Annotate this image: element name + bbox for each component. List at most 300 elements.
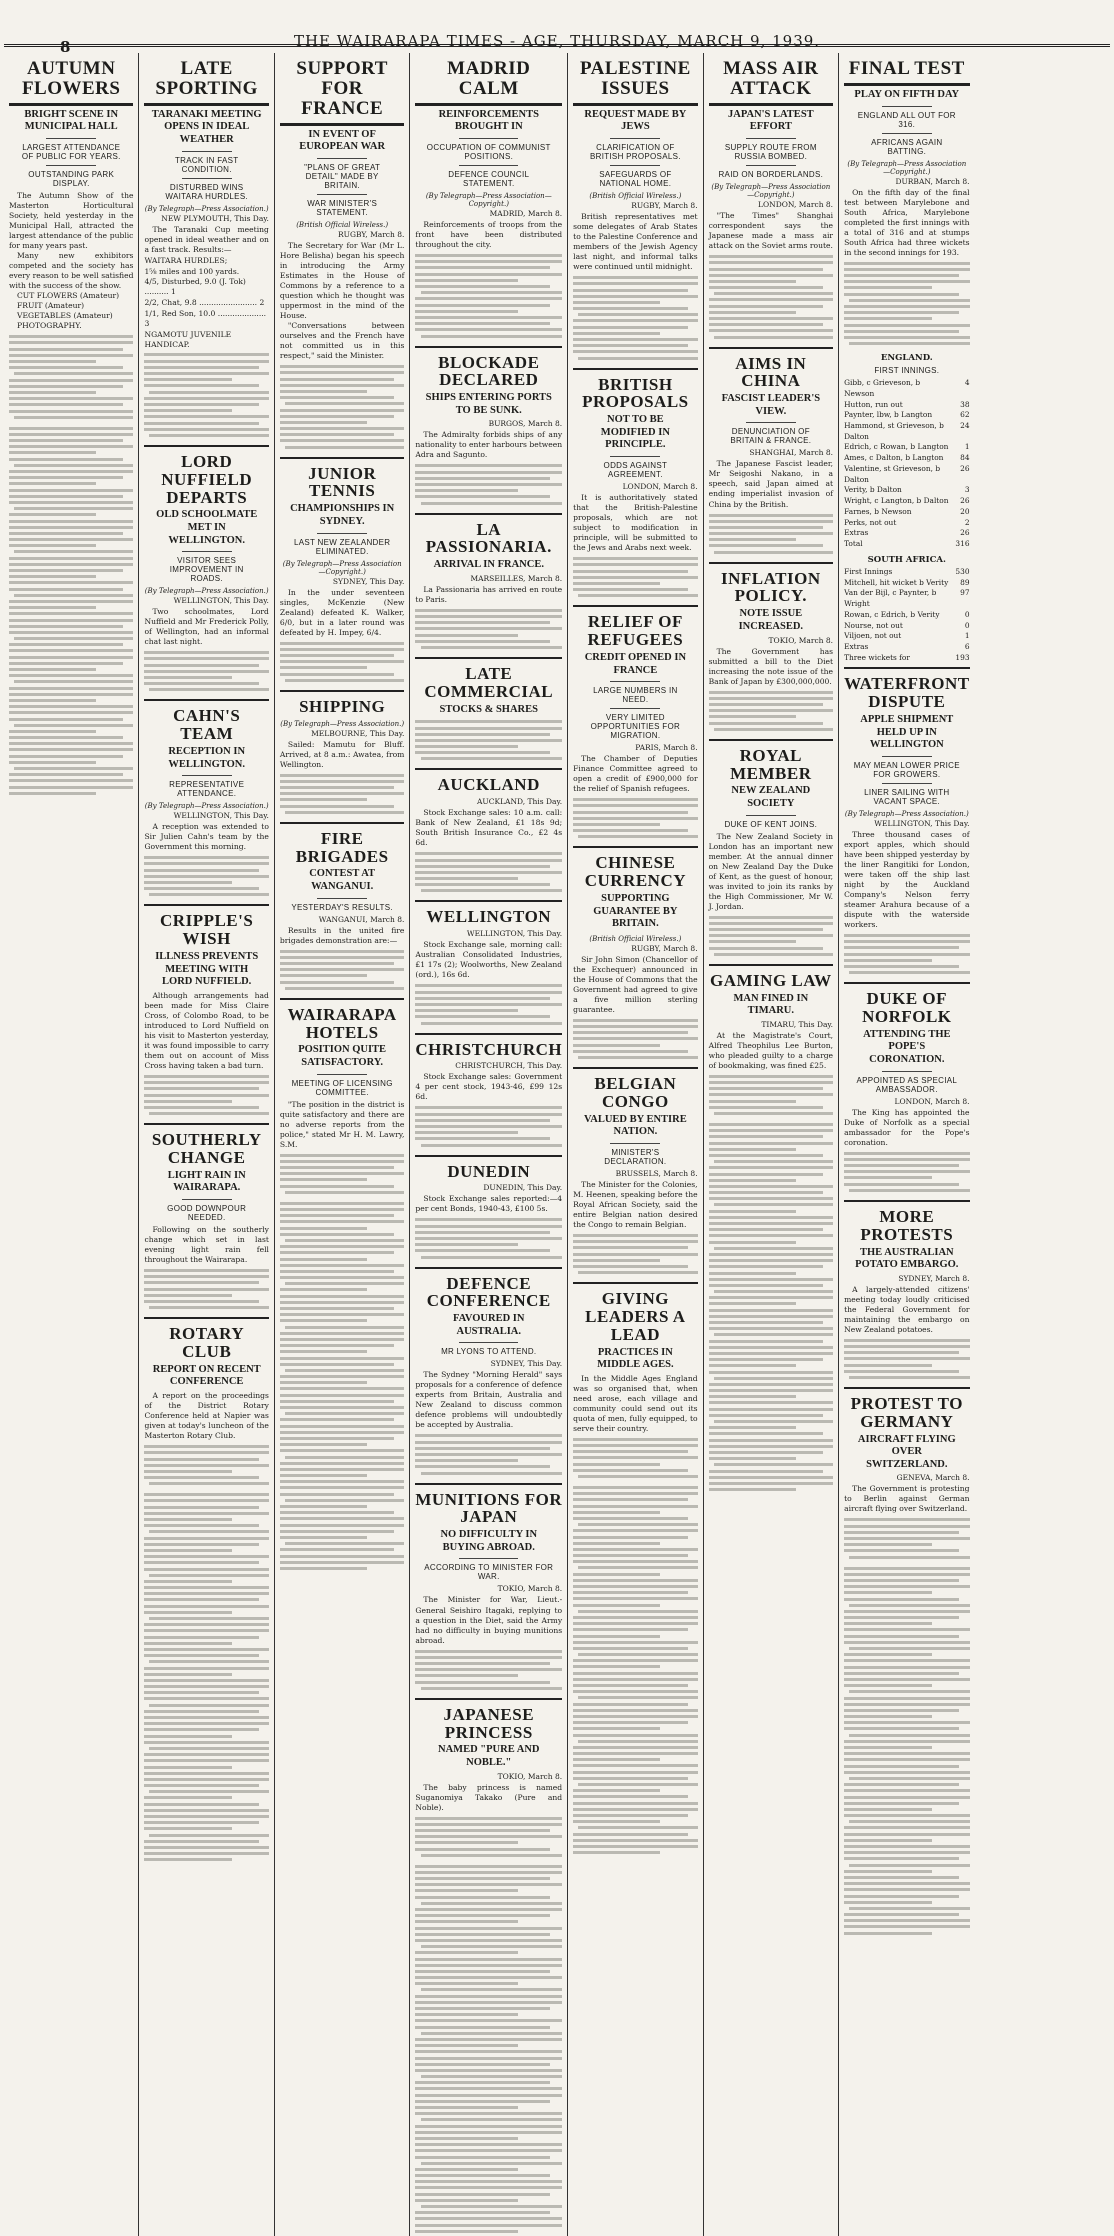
runs: 84 xyxy=(960,453,970,463)
text-line xyxy=(415,852,562,855)
text-line xyxy=(573,1647,687,1650)
text-line xyxy=(849,1376,969,1379)
story-byline: (By Telegraph—Press Association—Copyright.) xyxy=(711,183,831,200)
batsman: Total xyxy=(844,539,863,549)
story-paragraph: The Taranaki Cup meeting opened in ideal weather and on a fast track. Results:— xyxy=(144,224,269,254)
text-line xyxy=(421,1687,562,1690)
text-line xyxy=(844,1919,969,1922)
story-subheading: LIGHT RAIN IN WAIRARAPA. xyxy=(167,1169,246,1194)
text-line xyxy=(280,1375,404,1378)
body-text-lines xyxy=(709,514,833,554)
text-line xyxy=(280,1400,395,1403)
score-row xyxy=(844,653,969,664)
news-story xyxy=(709,562,833,731)
text-line xyxy=(573,1814,687,1817)
text-line xyxy=(573,1450,687,1453)
text-line xyxy=(844,1672,959,1675)
story-subheading: LARGEST ATTENDANCE OF PUBLIC FOR YEARS. xyxy=(21,143,121,162)
story-dateline: RUGBY, March 8. xyxy=(631,201,698,211)
story-paragraph: The baby princess is named Suganomiya Takako (Pure and Noble). xyxy=(415,1782,563,1812)
text-line xyxy=(280,1251,395,1254)
story-headline: LATE COMMERCIAL xyxy=(424,664,554,701)
story-divider xyxy=(415,657,562,659)
text-line xyxy=(709,1451,824,1454)
text-line xyxy=(280,1288,367,1291)
story-headline: FIRE BRIGADES xyxy=(295,828,389,866)
story-headline: SHIPPING xyxy=(299,696,386,716)
text-line xyxy=(573,1795,687,1798)
score-row xyxy=(844,485,969,496)
text-line xyxy=(415,640,550,643)
text-line xyxy=(14,680,133,683)
text-line xyxy=(709,1315,833,1318)
text-line xyxy=(573,1444,697,1447)
text-line xyxy=(415,615,562,618)
story-headline: CHINESE CURRENCY xyxy=(584,853,686,891)
text-line xyxy=(415,1447,550,1450)
text-line xyxy=(709,329,833,332)
text-line xyxy=(578,594,697,597)
text-line xyxy=(421,1022,562,1025)
race-result: WAITARA HURDLES; xyxy=(144,255,228,265)
body-text-lines xyxy=(573,557,697,597)
text-line xyxy=(415,1681,550,1684)
story-divider xyxy=(573,605,697,607)
text-line xyxy=(709,1470,824,1473)
text-line xyxy=(421,2118,562,2121)
text-line xyxy=(573,1031,687,1034)
text-line xyxy=(149,688,268,691)
text-line xyxy=(144,1673,231,1676)
text-line xyxy=(709,1093,833,1096)
batsman: Van der Bijl, c Paynter, b Wright xyxy=(844,588,937,609)
text-line xyxy=(9,341,133,344)
text-line xyxy=(144,1275,268,1278)
text-line xyxy=(280,1530,395,1533)
text-line xyxy=(573,1758,660,1761)
text-line xyxy=(709,1302,796,1305)
text-line xyxy=(144,664,259,667)
text-line xyxy=(573,1678,697,1681)
text-line xyxy=(415,279,518,282)
batsman: Verity, b Dalton xyxy=(844,485,902,495)
text-line xyxy=(280,371,404,374)
text-line xyxy=(709,1216,833,1219)
text-line xyxy=(9,761,96,764)
story-paragraph: Sir John Simon (Chancellor of the Exchequer) announced in the House of Commons that the Government had agreed to give a five million sterling guarantee. xyxy=(573,954,698,1014)
column-5 xyxy=(568,53,703,2236)
text-line xyxy=(573,576,697,579)
score-row xyxy=(844,621,969,632)
text-line xyxy=(415,1939,562,1942)
story-subheading: ACCORDING TO MINISTER FOR WAR. xyxy=(424,1563,554,1582)
story-headline: DUKE OF NORFOLK xyxy=(862,989,952,1027)
deck-divider xyxy=(317,194,367,195)
story-subheading: VALUED BY ENTIRE NATION. xyxy=(584,1113,687,1138)
story-divider xyxy=(573,368,697,370)
text-line xyxy=(709,1309,833,1312)
text-line xyxy=(144,1691,259,1694)
text-line xyxy=(415,1823,562,1826)
text-line xyxy=(709,532,833,535)
text-line xyxy=(14,416,133,419)
deck-divider xyxy=(46,138,96,139)
text-line xyxy=(9,718,123,721)
story-subheading: NAMED "PURE AND NOBLE." xyxy=(438,1744,540,1768)
deck-divider xyxy=(882,783,932,784)
text-line xyxy=(415,2094,562,2097)
story-paragraph: A report on the proceedings of the District Rotary Conference held at Napier was given at today's luncheon of the Masterton Rotary Club. xyxy=(144,1391,269,1441)
text-line xyxy=(280,1313,404,1316)
news-story xyxy=(144,1123,268,1309)
text-line xyxy=(280,1474,367,1477)
story-dateline: CHRISTCHURCH, This Day. xyxy=(455,1061,563,1071)
text-line xyxy=(280,1449,404,1452)
text-line xyxy=(573,1690,697,1693)
story-dateline: DURBAN, March 8. xyxy=(895,176,970,186)
text-line xyxy=(144,409,231,412)
text-line xyxy=(285,1191,404,1194)
text-line xyxy=(9,451,96,454)
text-line xyxy=(844,1345,969,1348)
text-line xyxy=(709,1123,833,1126)
text-line xyxy=(714,336,833,339)
text-line xyxy=(9,526,133,529)
text-line xyxy=(280,642,404,645)
text-line xyxy=(9,625,123,628)
text-line xyxy=(415,865,550,868)
text-line xyxy=(280,1160,404,1163)
story-headline: MORE PROTESTS xyxy=(860,1206,954,1244)
text-line xyxy=(280,1363,395,1366)
story-dateline: LONDON, March 8. xyxy=(622,482,698,492)
text-line xyxy=(844,1158,969,1161)
story-headline: BELGIAN CONGO xyxy=(594,1074,677,1111)
news-story xyxy=(415,768,562,892)
text-line xyxy=(573,1628,687,1631)
text-line xyxy=(415,1662,550,1665)
text-line xyxy=(415,2019,562,2022)
text-line xyxy=(415,1125,562,1128)
runs: 0 xyxy=(964,620,970,630)
text-line xyxy=(844,1573,969,1576)
runs: 24 xyxy=(960,421,970,431)
text-line xyxy=(844,965,959,968)
story-subheading: DISTURBED WINS WAITARA HURDLES. xyxy=(165,182,248,201)
text-line xyxy=(415,471,562,474)
story-subheading: LINER SAILING WITH VACANT SPACE. xyxy=(864,787,950,806)
runs: 26 xyxy=(960,496,970,506)
story-subheading: IN EVENT OF EUROPEAN WAR xyxy=(299,128,386,153)
text-line xyxy=(573,1573,660,1576)
text-line xyxy=(844,1684,932,1687)
text-line xyxy=(573,1721,687,1724)
text-line xyxy=(280,1517,404,1520)
news-story xyxy=(573,605,697,838)
text-line xyxy=(421,1902,562,1905)
story-divider xyxy=(415,346,562,348)
text-line xyxy=(280,981,395,984)
text-line xyxy=(844,1913,959,1916)
score-row xyxy=(844,496,969,507)
story-byline: (By Telegraph—Press Association.) xyxy=(280,719,405,728)
text-line xyxy=(9,619,133,622)
text-line xyxy=(285,1326,404,1329)
story-subheading: SUPPORTING GUARANTEE BY BRITAIN. xyxy=(593,893,678,930)
text-line xyxy=(415,489,518,492)
text-line xyxy=(9,786,133,789)
text-line xyxy=(415,1817,562,1820)
body-text-lines xyxy=(280,774,404,814)
story-paragraph: A reception was extended to Sir Julien Cahn's team by the Government this morning. xyxy=(144,822,269,852)
news-story xyxy=(280,822,404,990)
story-subheading: OUTSTANDING PARK DISPLAY. xyxy=(28,170,115,189)
scoreboard-team: ENGLAND. xyxy=(880,353,933,364)
story-divider xyxy=(844,1200,969,1202)
text-line xyxy=(709,1173,824,1176)
text-line xyxy=(14,464,133,467)
text-line xyxy=(144,1642,231,1645)
text-line xyxy=(844,1727,959,1730)
text-line xyxy=(280,974,367,977)
text-line xyxy=(9,588,123,591)
deck-divider xyxy=(317,1074,367,1075)
story-paragraph: "The Times" Shanghai correspondent says the Japanese made a mass air attack on the Soviet arms route. xyxy=(708,211,834,251)
text-line xyxy=(9,501,133,504)
text-line xyxy=(144,856,268,859)
text-line xyxy=(14,550,133,553)
text-line xyxy=(844,1585,969,1588)
story-paragraph: Stock Exchange sales: 10 a.m. call: Bank of New Zealand, £1 18s 9d; South British Insurance Co., £2 4s 6d. xyxy=(415,808,563,848)
text-line xyxy=(14,594,133,597)
text-line xyxy=(149,1530,268,1533)
text-line xyxy=(144,1629,268,1632)
text-line xyxy=(578,1696,697,1699)
text-line xyxy=(280,673,395,676)
text-line xyxy=(709,1253,833,1256)
body-text-lines xyxy=(415,464,562,504)
text-line xyxy=(14,507,133,510)
text-line xyxy=(573,1536,687,1539)
text-line xyxy=(709,1142,833,1145)
runs: 97 xyxy=(960,588,970,598)
batsman: Three wickets for xyxy=(844,652,910,662)
text-line xyxy=(9,495,123,498)
text-line xyxy=(709,526,824,529)
story-paragraph: British representatives met some delegates of Arab States to the Palestine Conference and members of the Jewish Agency last night, and informal talks were continued until midnight. xyxy=(573,212,698,272)
text-line xyxy=(709,1075,833,1078)
story-byline: (By Telegraph—Press Association—Copyright.) xyxy=(282,559,402,576)
text-line xyxy=(573,1019,697,1022)
news-story xyxy=(415,1483,562,1690)
text-line xyxy=(709,1482,833,1485)
text-line xyxy=(709,1426,796,1429)
text-line xyxy=(415,997,550,1000)
text-line xyxy=(573,1684,687,1687)
text-line xyxy=(9,476,123,479)
text-line xyxy=(415,1668,562,1671)
text-line xyxy=(280,1338,404,1341)
text-line xyxy=(421,757,562,760)
batsman: Wright, c Langton, b Dalton xyxy=(844,496,949,506)
text-line xyxy=(573,1579,697,1582)
text-line xyxy=(144,1568,268,1571)
batsman: Paynter, lbw, b Langton xyxy=(844,410,933,420)
text-line xyxy=(415,871,562,874)
body-text-lines xyxy=(709,1123,833,1491)
text-line xyxy=(144,428,268,431)
text-line xyxy=(573,1715,697,1718)
text-line xyxy=(573,1265,687,1268)
text-line xyxy=(144,670,268,673)
text-line xyxy=(844,324,969,327)
story-divider xyxy=(144,904,268,906)
body-text-lines xyxy=(573,276,697,359)
text-line xyxy=(149,1747,268,1750)
text-line xyxy=(709,538,796,541)
news-story xyxy=(415,59,562,338)
text-line xyxy=(709,1166,833,1169)
news-story xyxy=(280,59,404,449)
text-line xyxy=(844,1771,969,1774)
text-line xyxy=(844,1808,932,1811)
text-line xyxy=(415,1970,550,1973)
story-divider xyxy=(144,699,268,701)
text-line xyxy=(415,1009,518,1012)
text-line xyxy=(149,1617,268,1620)
runs: 26 xyxy=(960,463,970,473)
text-line xyxy=(9,693,133,696)
score-row xyxy=(844,588,969,609)
text-line xyxy=(144,875,268,878)
body-text-lines xyxy=(144,1269,268,1309)
batsman: Ames, c Dalton, b Langton xyxy=(844,453,944,463)
text-line xyxy=(573,350,697,353)
deck-divider xyxy=(610,708,660,709)
story-dateline: WELLINGTON, This Day. xyxy=(466,929,563,939)
text-line xyxy=(849,971,969,974)
text-line xyxy=(415,1465,550,1468)
text-line xyxy=(144,887,259,890)
text-line xyxy=(415,609,562,612)
deck-divider xyxy=(459,1342,518,1343)
text-line xyxy=(573,1727,660,1730)
text-line xyxy=(144,1636,259,1639)
news-story xyxy=(280,457,404,682)
story-dateline: MELBOURNE, This Day. xyxy=(311,728,405,738)
runs: 62 xyxy=(960,410,970,420)
news-story xyxy=(415,1033,562,1147)
text-line xyxy=(144,1464,268,1467)
story-headline: CHRISTCHURCH xyxy=(415,1039,563,1059)
text-line xyxy=(9,668,96,671)
story-byline: (By Telegraph—Press Association.) xyxy=(844,809,969,818)
story-headline: LORD NUFFIELD DEPARTS xyxy=(161,451,253,507)
text-line xyxy=(280,439,404,442)
runs: 89 xyxy=(960,577,970,587)
story-headline: SOUTHERLY CHANGE xyxy=(151,1130,262,1167)
text-line xyxy=(280,1233,395,1236)
body-text-lines xyxy=(415,1650,562,1690)
text-line xyxy=(844,1721,969,1724)
text-line xyxy=(149,1660,268,1663)
text-line xyxy=(9,563,133,566)
text-line xyxy=(714,1112,833,1115)
text-line xyxy=(844,1703,969,1706)
text-line xyxy=(709,928,824,931)
text-line xyxy=(844,1758,969,1761)
text-line xyxy=(280,1178,367,1181)
text-line xyxy=(421,1472,562,1475)
text-line xyxy=(144,1445,268,1448)
text-line xyxy=(9,348,123,351)
text-line xyxy=(709,298,833,301)
deck-divider xyxy=(882,756,932,757)
text-line xyxy=(280,774,404,777)
text-line xyxy=(709,514,833,517)
race-result: 1/1, Red Son, 10.0 .................... 3 xyxy=(144,309,267,328)
deck-divider xyxy=(610,1143,660,1144)
score-row xyxy=(844,400,969,411)
runs: 2 xyxy=(964,517,970,527)
text-line xyxy=(9,656,133,659)
text-line xyxy=(144,1512,268,1515)
text-line xyxy=(415,477,550,480)
text-line xyxy=(573,1789,660,1792)
body-text-lines xyxy=(573,1019,697,1059)
text-line xyxy=(709,1364,796,1367)
text-line xyxy=(9,354,133,357)
text-line xyxy=(573,1560,697,1563)
story-subheading: APPOINTED AS SPECIAL AMBASSADOR. xyxy=(856,1075,958,1094)
story-dateline: RUGBY, March 8. xyxy=(337,230,405,239)
score-row xyxy=(844,453,969,464)
text-line xyxy=(573,1438,697,1441)
text-line xyxy=(280,1185,395,1188)
text-line xyxy=(415,2013,518,2016)
text-line xyxy=(709,715,796,718)
story-subheading: AFRICANS AGAIN BATTING. xyxy=(871,137,943,156)
text-line xyxy=(421,502,562,505)
deck-divider xyxy=(459,165,518,166)
text-line xyxy=(573,344,687,347)
text-line xyxy=(280,1381,367,1384)
text-line xyxy=(14,724,133,727)
text-line xyxy=(709,255,833,258)
story-paragraph: FRUIT (Amateur) xyxy=(17,301,85,311)
deck-divider xyxy=(317,158,367,159)
text-line xyxy=(280,1486,404,1489)
text-line xyxy=(844,1715,932,1718)
text-line xyxy=(415,1119,550,1122)
story-byline: (By Telegraph—Press Association.) xyxy=(144,204,269,213)
story-subheading: AIRCRAFT FLYING OVER SWITZERLAND. xyxy=(857,1433,956,1470)
text-line xyxy=(849,1864,969,1867)
text-line xyxy=(144,1470,231,1473)
text-line xyxy=(415,495,550,498)
text-line xyxy=(415,1995,562,1998)
text-line xyxy=(149,434,268,437)
text-line xyxy=(9,730,96,733)
body-text-lines xyxy=(844,1518,969,1558)
text-line xyxy=(285,811,404,814)
text-line xyxy=(844,1709,959,1712)
text-line xyxy=(573,1463,660,1466)
text-line xyxy=(415,2106,518,2109)
cricket-scoreboard xyxy=(844,353,969,663)
batsman: Extras xyxy=(844,641,869,651)
text-line xyxy=(144,1753,268,1756)
